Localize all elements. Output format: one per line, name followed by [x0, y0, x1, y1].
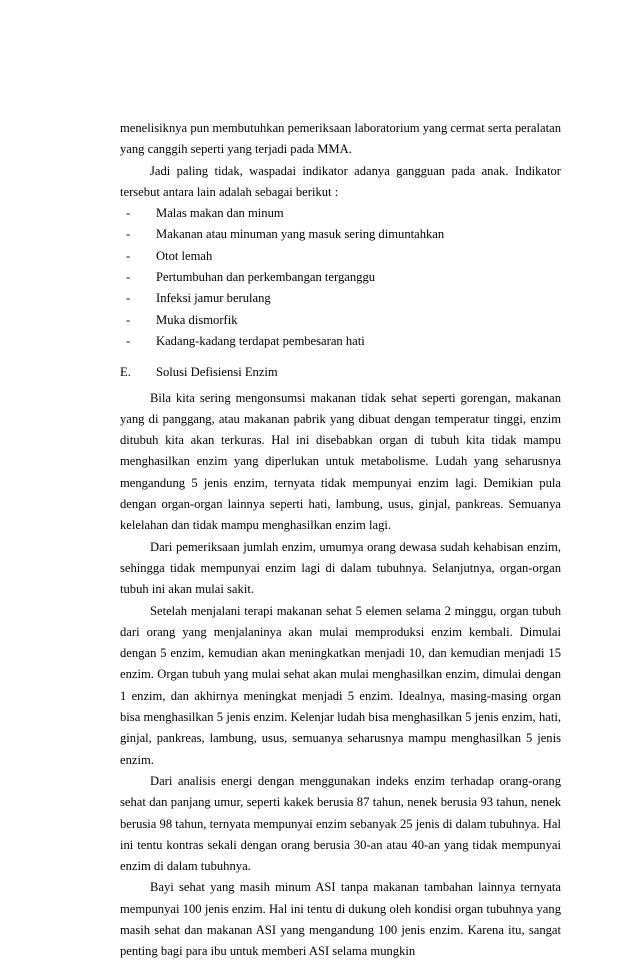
body-paragraph-4: Dari analisis energi dengan menggunakan indeks enzim terhadap orang-orang sehat dan panjang umur, seperti kakek berusia 87 tahun, nenek berusia 93 tahun, nenek berusia 98 tahun, ternyata mempunyai enzim sebanyak 25 jenis di dalam tubuhnya. Hal ini tentu kontras sekali dengan orang berusia 30-an atau 40-an yang tidak mempunyai enzim di dalam tubuhnya.	[120, 773, 561, 874]
list-item: - Malas makan dan minum	[126, 206, 284, 221]
body-paragraph-3: Setelah menjalani terapi makanan sehat 5 elemen selama 2 minggu, organ tubuh dari orang yang menjalaninya akan mulai memproduksi enzim kembali. Dimulai dengan 5 enzim, kemudian akan meningkatkan menjadi 10, dan kemudian menjadi 15 enzim. Organ tubuh yang mulai sehat akan mulai menghasilkan enzim, dimulai dengan 1 enzim, dan akhirnya meningkat menjadi 5 enzim. Idealnya, masing-masing organ bisa menghasilkan 5 jenis enzim. Kelenjar ludah bisa menghasilkan 5 jenis enzim, hati, ginjal, pankreas, lambung, usus, semuanya seharusnya mampu menghasilkan 5 jenis enzim.	[120, 603, 561, 767]
section-title: Solusi Defisiensi Enzim	[156, 365, 278, 380]
body-paragraph-2: Dari pemeriksaan jumlah enzim, umumya orang dewasa sudah kehabisan enzim, sehingga tidak mempunyai enzim lagi di dalam tubuhnya. Selanjutnya, organ-organ tubuh ini akan mulai sakit.	[120, 539, 561, 597]
list-item: - Muka dismorfik	[126, 312, 238, 327]
body-paragraph-1: Bila kita sering mengonsumsi makanan tidak sehat seperti gorengan, makanan yang di panggang, atau makanan pabrik yang dibuat dengan temperatur tinggi, enzim ditubuh kita akan terkuras. Hal ini disebabkan organ di tubuh kita tidak mampu menghasilkan enzim yang diperlukan untuk metabolisme. Ludah yang seharusnya mengandung 5 jenis enzim, ternyata tidak mempunyai enzim lagi. Demikian pula dengan organ-organ lainnya seperti hati, lambung, usus, ginjal, pankreas. Semuanya kelelahan dan tidak mampu menghasilkan enzim lagi.	[120, 390, 561, 533]
list-item: - Otot lemah	[126, 248, 213, 263]
indicator-list	[120, 203, 561, 352]
list-item: - Kadang-kadang terdapat pembesaran hati	[126, 333, 365, 348]
list-item: - Pertumbuhan dan perkembangan terganggu	[126, 270, 376, 285]
list-item: - Infeksi jamur berulang	[126, 291, 271, 306]
section-heading	[120, 362, 561, 383]
section-number: E.	[120, 365, 131, 380]
list-item: - Makanan atau minuman yang masuk sering dimuntahkan	[126, 227, 445, 242]
intro-paragraph-1: menelisiknya pun membutuhkan pemeriksaan laboratorium yang cermat serta peralatan yang canggih seperti yang terjadi pada MMA.	[120, 121, 561, 157]
body-paragraph-5: Bayi sehat yang masih minum ASI tanpa makanan tambahan lainnya ternyata mempunyai 100 jenis enzim. Hal ini tentu di dukung oleh kondisi organ tubuhnya yang masih sehat dan makanan ASI yang mengandung 100 jenis enzim. Karena itu, sangat penting bagi para ibu untuk memberi ASI selama mungkin	[120, 880, 561, 959]
intro-paragraph-2: Jadi paling tidak, waspadai indikator adanya gangguan pada anak. Indikator tersebut antara lain adalah sebagai berikut :	[120, 163, 561, 199]
